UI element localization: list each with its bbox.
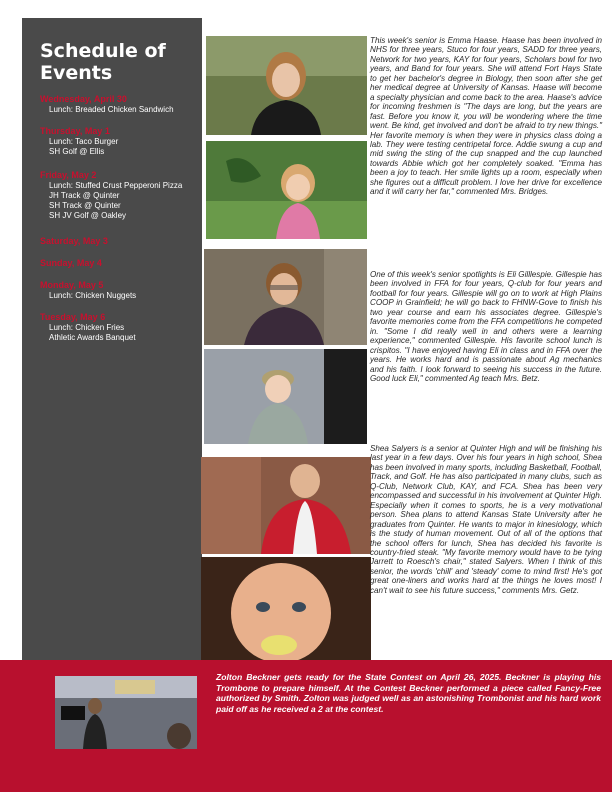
day-event: Lunch: Breaded Chicken Sandwich: [49, 105, 174, 114]
day-heading: Wednesday, April 30: [40, 94, 127, 104]
day-event: Lunch: Chicken Fries: [49, 323, 125, 332]
senior-photo-eli: [204, 249, 367, 345]
schedule-day: [40, 236, 200, 247]
day-event: SH Golf @ Ellis: [49, 147, 105, 156]
day-event: SH Track @ Quinter: [49, 201, 121, 210]
day-event: Lunch: Chicken Nuggets: [49, 291, 137, 300]
schedule-day: [40, 94, 200, 115]
day-heading: Tuesday, May 6: [40, 312, 106, 322]
trombone-player-photo: [55, 676, 197, 749]
day-heading: Sunday, May 4: [40, 258, 102, 268]
child-photo-shea: [201, 557, 371, 660]
child-photo-eli: [204, 349, 367, 444]
photo-caption: Zolton Beckner gets ready for the State Contest on April 26, 2025. Beckner is playing his Trombone to prepare himself. At the Contest Beckner performed a piece called Fancy-Free authorized by Smith. Zolton was judged well as an astonishing Trombonist and his hard work paid off as he received a 2 at the contest.: [216, 672, 601, 714]
day-event: Lunch: Stuffed Crust Pepperoni Pizza: [49, 181, 183, 190]
schedule-day: [40, 126, 200, 157]
day-event: SH JV Golf @ Oakley: [49, 211, 127, 220]
day-heading: Monday, May 5: [40, 280, 104, 290]
schedule-day: [40, 312, 200, 343]
day-heading: Thursday, May 1: [40, 126, 110, 136]
senior-photo-emma: [206, 36, 367, 135]
day-heading: Saturday, May 3: [40, 236, 108, 246]
schedule-day: [40, 280, 200, 301]
schedule-sidebar: [22, 18, 202, 660]
day-event: Athletic Awards Banquet: [49, 333, 136, 342]
child-photo-emma: [206, 141, 367, 239]
day-event: JH Track @ Quinter: [49, 191, 120, 200]
schedule-day: [40, 170, 200, 221]
schedule-title: Schedule of Events: [40, 40, 166, 84]
article-eli-gillespie: One of this week's senior spotlights is Eli Gilllespie. Gillespie has been involved in FFA for four years, Q-club for four years and football for four years. Gillespie will go on to work at High Plains COOP in Grainfield; he will go back to FHNW-Gove to finish his two year course and earn his associates degree. Gillespie's favorite memories come from the FFA competitions he competed in. "Some I did really well in and others were a learning experience," commented Gillespie. His favorite school lunch is crispitos. "I have enjoyed having Eli in class and in FFA over the years. He works hard and is passionate about Ag mechanics and his faith. I look forward to seeing his success in the future. Good luck Eli," commented Ag teach Mrs. Betz.: [370, 270, 602, 383]
senior-photo-shea: [201, 457, 371, 554]
article-emma-haase: This week's senior is Emma Haase. Haase has been involved in NHS for three years, Stuco for four years, SADD for three years, Network for two years, KAY for four years, Scholars bowl for two years, and Band for four years. She will attend Fort Hays State to get her bachelor's degree in Biology, then soon after she get her medical degree at University of Kansas. Haase will become a specialty physician and come back to the area. Haase's advice for incoming freshmen is "The days are long, but the years are fast. Before you know it, you will be wondering where the time went. Be kind, get involved and don't be afraid to try new things." Her favorite memory is when they were in physics class doing a lab. They were testing centripetal force. Addie swung a cup and mid swing the sting of the cup snapped and the cup launched towards Abbie which got her completely soaked. "Emma has been a joy to teach. Her smile lights up a room, especially when she figures out a difficult problem. I love her drive for excellence and it will carry her far," commented Mrs. Bridges.: [370, 36, 602, 197]
day-heading: Friday, May 2: [40, 170, 97, 180]
schedule-day: [40, 258, 200, 269]
day-event: Lunch: Taco Burger: [49, 137, 119, 146]
article-shea-salyers: Shea Salyers is a senior at Quinter High and will be finishing his last year in a few days. Over his four years in high school, Shea has been involved in many sports, including Basketball, Football, Track, and Golf. He has also participated in many clubs, such as Q-Club, Network Club, KAY, and FCA. Shea has been very encompassed and successful in his involvement at Quinter High. Especially when it comes to sports, he is a very motivational person. Shea plans to attend Kansas State University after he graduates from Quinter. He wants to major in kinesiology, which is the study of human movement. Out of all of the options that the school offers for lunch, Shea has decided his favorite is country-fried steak. "My favorite memory would have to be tying Jarrett to Roesch's chair," stated Salyers. When I think of this senior, the words 'chill' and 'steady' come to mind first! He's got great one-liners and works hard at the things he loves most! I can't wait to see his future success," comments Mrs. Getz.: [370, 444, 602, 595]
